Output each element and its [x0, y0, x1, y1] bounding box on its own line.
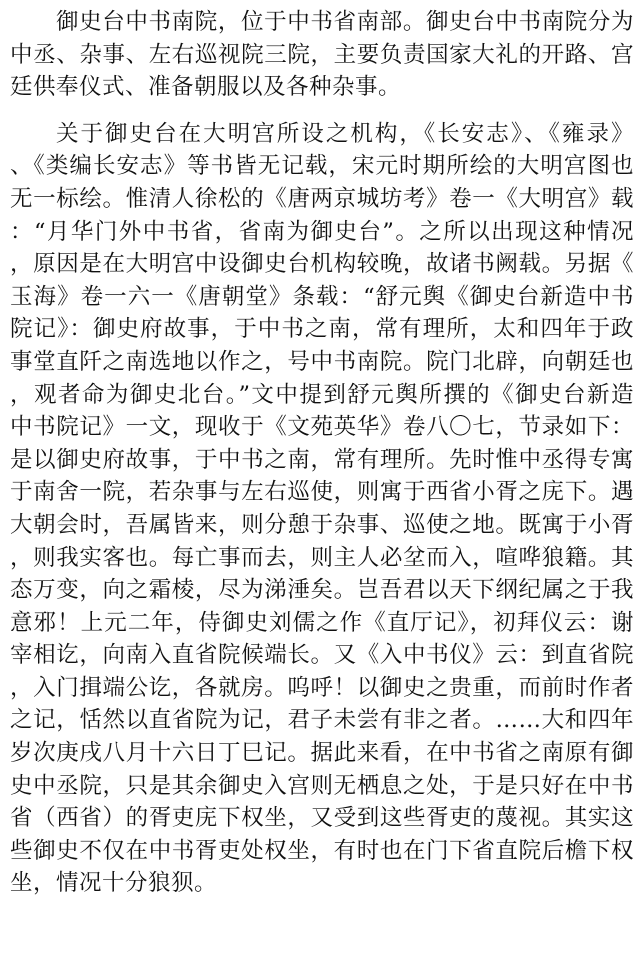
paragraph-gap	[10, 104, 634, 118]
text-line: 廷供奉仪式、准备朝服以及各种杂事。	[10, 74, 402, 101]
paragraph-1	[10, 6, 634, 104]
text-line: ，则我实客也。每亡事而去，则主人必坌而入，喧哗狼籍。其	[10, 544, 634, 571]
text-line: 事堂直阡之南选地以作之，号中书南院。院门北辟，向朝廷也	[10, 348, 634, 375]
paragraph-2	[10, 118, 634, 900]
text-line: ，观者命为御史北台。”文中提到舒元舆所撰的《御史台新造	[10, 381, 634, 408]
text-line: ，入门揖端公讫，各就房。呜呼！以御史之贵重，而前时作者	[10, 674, 634, 701]
text-line: 坐，情况十分狼狈。	[10, 870, 218, 897]
text-line: 史中丞院，只是其余御史入宫则无栖息之处，于是只好在中书	[10, 772, 634, 799]
text-line: 无一标绘。惟清人徐松的《唐两京城坊考》卷一《大明宫》载	[10, 185, 634, 212]
text-line: 之记，恬然以直省院为记，君子未尝有非之者。……大和四年	[10, 707, 634, 734]
text-line: 中丞、杂事、左右巡视院三院，主要负责国家大礼的开路、宫	[10, 41, 634, 68]
text-line: 关于御史台在大明宫所设之机构，《长安志》、《雍录》	[56, 120, 634, 147]
text-line: 大朝会时，吾属皆来，则分憩于杂事、巡使之地。既寓于小胥	[10, 511, 634, 538]
text-line: 省（西省）的胥吏庑下权坐，又受到这些胥吏的蔑视。其实这	[10, 805, 634, 832]
text-line: 院记》：御史府故事，于中书之南，常有理所，太和四年于政	[10, 316, 634, 343]
text-line: 御史台中书南院，位于中书省南部。御史台中书南院分为	[56, 9, 634, 35]
text-line: ：“月华门外中书省，省南为御史台”。之所以出现这种情况	[10, 218, 634, 245]
text-line: 于南舍一院，若杂事与左右巡使，则寓于西省小胥之庑下。遇	[10, 479, 634, 506]
text-line: 岁次庚戌八月十六日丁巳记。据此来看，在中书省之南原有御	[10, 740, 634, 767]
text-line: 是以御史府故事，于中书之南，常有理所。先时惟中丞得专寓	[10, 446, 634, 473]
text-line: 态万变，向之霜棱，尽为涕涶矣。岂吾君以天下纲纪属之于我	[10, 577, 634, 604]
text-line: 、《类编长安志》等书皆无记载，宋元时期所绘的大明宫图也	[10, 153, 634, 180]
text-line: 玉海》卷一六一《唐朝堂》条载：“舒元舆《御史台新造中书	[10, 283, 634, 310]
text-line: ，原因是在大明宫中设御史台机构较晚，故诸书阙载。另据《	[10, 251, 634, 278]
text-line: 意邪！上元二年，侍御史刘儒之作《直厅记》，初拜仪云：谢	[10, 609, 634, 636]
text-line: 中书院记》一文，现收于《文苑英华》卷八〇七，节录如下：	[10, 414, 634, 441]
text-line: 些御史不仅在中书胥吏处权坐，有时也在门下省直院后檐下权	[10, 837, 634, 864]
text-line: 宰相讫，向南入直省院候端长。又《入中书仪》云：到直省院	[10, 642, 634, 669]
